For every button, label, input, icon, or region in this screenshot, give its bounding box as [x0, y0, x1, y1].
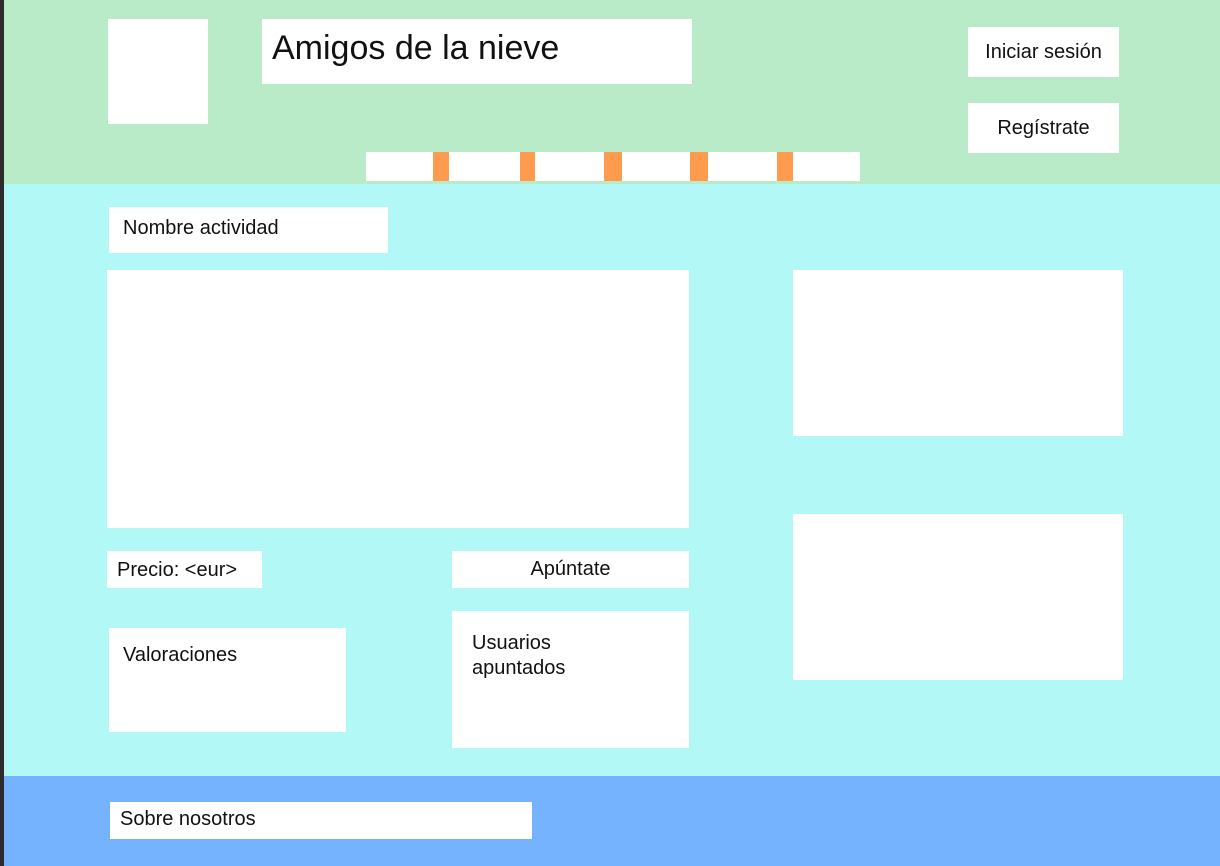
- nav-item-5[interactable]: [708, 152, 777, 181]
- nav-separator: [604, 152, 622, 181]
- nav-item-6[interactable]: [793, 152, 860, 181]
- signed-up-users-panel: [452, 611, 689, 748]
- activity-image-placeholder: [107, 270, 689, 528]
- login-button[interactable]: Iniciar sesión: [968, 27, 1119, 77]
- main-nav: [366, 152, 860, 181]
- nav-item-3[interactable]: [535, 152, 604, 181]
- nav-separator: [520, 152, 535, 181]
- signed-up-users-label: Usuarios apuntados: [472, 632, 566, 679]
- activity-price: Precio: <eur>: [107, 551, 262, 588]
- nav-separator: [777, 152, 793, 181]
- nav-item-1[interactable]: [366, 152, 433, 181]
- site-title: Amigos de la nieve: [262, 19, 692, 84]
- nav-separator: [690, 152, 708, 181]
- activity-name: Nombre actividad: [109, 207, 388, 253]
- side-panel-bottom: [793, 514, 1123, 680]
- ratings-panel: Valoraciones: [109, 628, 346, 732]
- side-panel-top: [793, 270, 1123, 436]
- nav-separator: [433, 152, 449, 181]
- register-button[interactable]: Regístrate: [968, 103, 1119, 153]
- signup-button[interactable]: Apúntate: [452, 551, 689, 588]
- nav-item-4[interactable]: [622, 152, 690, 181]
- logo-placeholder[interactable]: [108, 19, 208, 124]
- about-us-link[interactable]: Sobre nosotros: [110, 802, 532, 839]
- nav-item-2[interactable]: [449, 152, 520, 181]
